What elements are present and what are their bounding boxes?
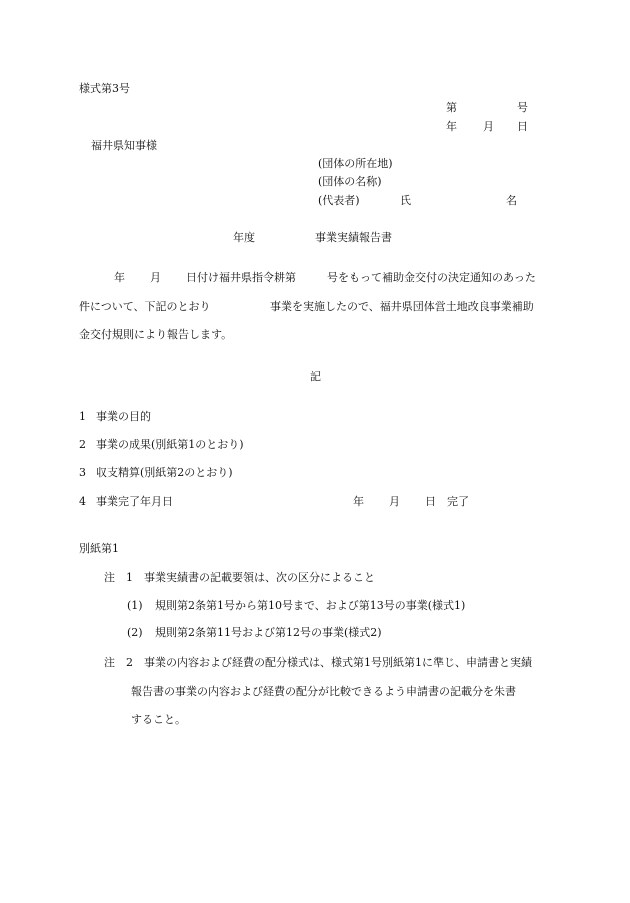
body-line1-text-b: 号をもって補助金交付の決定通知のあった [327,271,536,284]
note-1-sub1-number: (1) [127,599,143,612]
note-2-line1: 事業の内容および経費の配分様式は、様式第1号別紙第1に準じ、申請書と実績 [144,656,532,669]
item-2-text: 事業の成果(別紙第1のとおり) [96,438,244,451]
body-line3: 金交付規則により報告します。 [79,328,233,341]
note-1-label: 注 [104,571,115,584]
item-1-text: 事業の目的 [96,410,151,423]
note-2-number: 2 [126,656,133,669]
body-line1-text-a: 日付け福井県指令耕第 [186,271,296,284]
title-nendo: 年度 [233,231,255,244]
note-1-sub2-number: (2) [127,626,143,639]
attachment-label: 別紙第1 [79,542,119,555]
completion-day: 日 [425,495,436,508]
applicant-rep-mei: 名 [506,194,517,207]
note-2-label: 注 [104,656,115,669]
date-month: 月 [483,120,494,133]
applicant-address-label: (団体の所在地) [318,157,393,170]
item-1-number: 1 [79,410,86,423]
body-line1-month: 月 [150,271,161,284]
note-2-line3: すること。 [131,713,186,726]
doc-number-prefix: 第 [446,101,457,114]
form-number: 様式第3号 [79,82,130,95]
completion-year: 年 [353,495,364,508]
note-1-number: 1 [126,571,133,584]
note-2-line2: 報告書の事業の内容および経費の配分が比較できるよう申請書の記載分を朱書 [131,685,516,698]
body-line2-text-a: 件について、下記のとおり [79,300,211,313]
ki-heading: 記 [310,370,321,383]
applicant-name-label: (団体の名称) [318,175,382,188]
item-4-number: 4 [79,495,86,508]
body-line2-text-b: 事業を実施したので、福井県団体営土地改良事業補助 [270,300,534,313]
applicant-rep-shi: 氏 [400,194,411,207]
date-day: 日 [517,120,528,133]
note-1-sub2-text: 規則第2条第11号および第12号の事業(様式2) [155,626,382,639]
page-title: 事業実績報告書 [315,231,392,244]
item-2-number: 2 [79,438,86,451]
note-1-sub1-text: 規則第2条第1号から第10号まで、および第13号の事業(様式1) [155,599,466,612]
completion-status: 完了 [447,495,469,508]
item-3-number: 3 [79,466,86,479]
date-year: 年 [446,120,457,133]
applicant-rep-label: (代表者) [318,194,360,207]
note-1-text: 事業実績書の記載要領は、次の区分によること [144,571,375,584]
doc-number-suffix: 号 [517,101,528,114]
addressee: 福井県知事様 [91,139,157,152]
completion-month: 月 [389,495,400,508]
item-4-text: 事業完了年月日 [96,495,173,508]
item-3-text: 収支精算(別紙第2のとおり) [96,466,233,479]
body-line1-year: 年 [114,271,125,284]
